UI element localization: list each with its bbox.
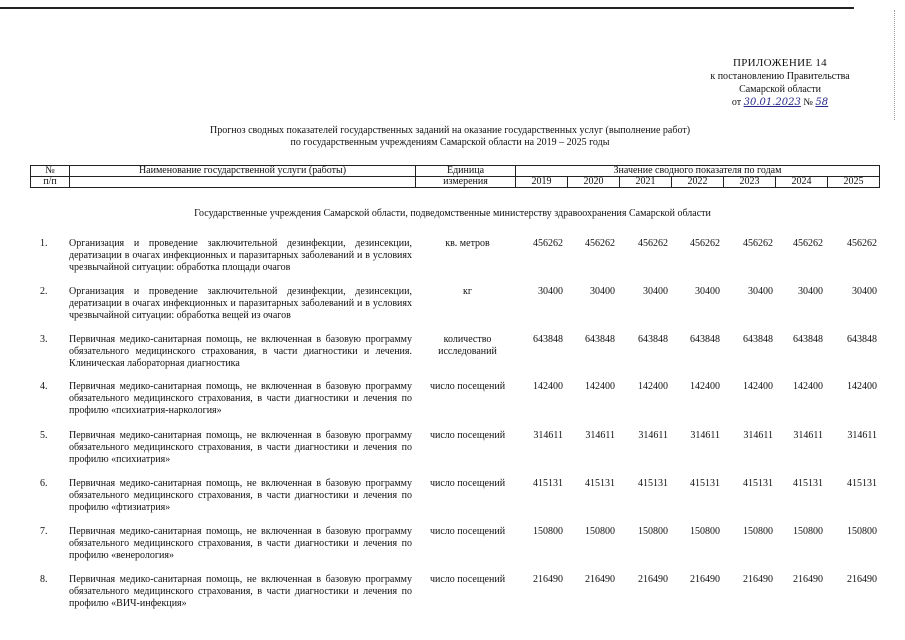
value-2025: 643848 [847,334,877,345]
value-2022: 142400 [690,381,720,392]
value-2022: 150800 [690,526,720,537]
header-unit2: измерения [416,177,516,188]
value-2024: 30400 [798,286,823,297]
scan-artifact [886,10,895,120]
value-2022: 456262 [690,238,720,249]
value-2019: 216490 [533,574,563,585]
appendix-date: 30.01.2023 [743,97,801,108]
value-2025: 142400 [847,381,877,392]
unit: число посещений [429,478,506,489]
table-row [0,334,905,384]
value-2020: 415131 [585,478,615,489]
value-2020: 456262 [585,238,615,249]
header-name: Наименование государственной услуги (работы) [70,166,416,177]
value-2019: 314611 [533,430,563,441]
value-2025: 456262 [847,238,877,249]
section-title: Государственные учреждения Самарской области, подведомственные министерству здравоохранения Самарской области [194,208,711,219]
appendix-line1: к постановлению Правительства [710,71,850,82]
table-row [0,430,905,480]
value-2019: 643848 [533,334,563,345]
value-2021: 643848 [638,334,668,345]
header-year: 2024 [776,177,828,188]
value-2020: 216490 [585,574,615,585]
row-number: 3. [40,334,48,345]
value-2020: 314611 [585,430,615,441]
value-2023: 643848 [743,334,773,345]
value-2025: 314611 [847,430,877,441]
value-2021: 150800 [638,526,668,537]
appendix-title: ПРИЛОЖЕНИЕ 14 [733,57,827,69]
table-row [0,526,905,576]
value-2023: 314611 [743,430,773,441]
table-row [0,381,905,431]
service-name: Первичная медико-санитарная помощь, не включенная в базовую программу обязательного медицинского страхования, в части диагностики и лечения. Клиническая лабораторная диагностика [69,334,412,369]
value-2023: 415131 [743,478,773,489]
value-2020: 30400 [590,286,615,297]
value-2025: 150800 [847,526,877,537]
unit: кв. метров [445,238,490,249]
value-2022: 216490 [690,574,720,585]
unit: число посещений [429,430,506,441]
value-2024: 643848 [793,334,823,345]
top-border-line [0,7,854,9]
value-2025: 30400 [852,286,877,297]
value-2025: 216490 [847,574,877,585]
value-2021: 314611 [638,430,668,441]
value-2019: 456262 [533,238,563,249]
value-2022: 643848 [690,334,720,345]
header-year: 2020 [568,177,620,188]
value-2024: 150800 [793,526,823,537]
table-row [0,286,905,336]
header-num2: п/п [31,177,70,188]
document-title-line2: по государственным учреждениям Самарской области на 2019 – 2025 годы [290,137,610,148]
value-2024: 456262 [793,238,823,249]
value-2019: 150800 [533,526,563,537]
unit: кг [463,286,472,297]
unit: число посещений [429,526,506,537]
header-values-group: Значение сводного показателя по годам [516,166,880,177]
document-title [150,125,750,149]
header-year: 2025 [828,177,880,188]
header-year: 2022 [672,177,724,188]
unit: число посещений [429,381,506,392]
table-row [0,238,905,288]
service-name: Организация и проведение заключительной дезинфекции, дезинсекции, дератизации в очагах инфекционных и паразитарных заболеваний и в условиях чрезвычайной ситуации: обработка площади очагов [69,238,412,273]
value-2021: 456262 [638,238,668,249]
value-2024: 314611 [793,430,823,441]
header-unit: Единица [416,166,516,177]
appendix-block [700,57,860,109]
service-name: Первичная медико-санитарная помощь, не включенная в базовую программу обязательного медицинского страхования, в части диагностики и лечения по профилю «фтизиатрия» [69,478,412,513]
row-number: 5. [40,430,48,441]
row-number: 6. [40,478,48,489]
header-year: 2019 [516,177,568,188]
appendix-number: 58 [815,97,829,108]
unit: число посещений [429,574,506,585]
appendix-date-line [700,96,860,109]
value-2023: 456262 [743,238,773,249]
value-2023: 30400 [748,286,773,297]
value-2023: 216490 [743,574,773,585]
table-row [0,478,905,528]
value-2022: 415131 [690,478,720,489]
table-row [0,574,905,624]
value-2021: 142400 [638,381,668,392]
header-num: № [31,166,70,177]
service-name: Первичная медико-санитарная помощь, не включенная в базовую программу обязательного медицинского страхования, в части диагностики и лечения по профилю «венерология» [69,526,412,561]
value-2024: 142400 [793,381,823,392]
value-2019: 415131 [533,478,563,489]
value-2021: 415131 [638,478,668,489]
value-2023: 150800 [743,526,773,537]
service-name: Первичная медико-санитарная помощь, не включенная в базовую программу обязательного медицинского страхования, в части диагностики и лечения по профилю «психиатрия-наркология» [69,381,412,416]
value-2024: 415131 [793,478,823,489]
service-name: Организация и проведение заключительной дезинфекции, дезинсекции, дератизации в очагах инфекционных и паразитарных заболеваний и в условиях чрезвычайной ситуации: обработка вещей из очагов [69,286,412,321]
row-number: 2. [40,286,48,297]
appendix-line2: Самарской области [739,84,821,95]
unit: количество исследований [438,334,497,357]
number-prefix: № [803,97,813,108]
header-year: 2023 [724,177,776,188]
header-name-empty [70,177,416,188]
row-number: 4. [40,381,48,392]
date-prefix: от [731,97,742,108]
value-2022: 30400 [695,286,720,297]
row-number: 8. [40,574,48,585]
header-year: 2021 [620,177,672,188]
value-2021: 30400 [643,286,668,297]
value-2021: 216490 [638,574,668,585]
value-2025: 415131 [847,478,877,489]
value-2024: 216490 [793,574,823,585]
value-2020: 150800 [585,526,615,537]
value-2019: 30400 [538,286,563,297]
table-header [30,165,880,188]
value-2020: 643848 [585,334,615,345]
service-name: Первичная медико-санитарная помощь, не включенная в базовую программу обязательного медицинского страхования, в части диагностики и лечения по профилю «психиатрия» [69,430,412,465]
document-title-line1: Прогноз сводных показателей государственных заданий на оказание государственных услуг (выполнение работ) [209,125,691,136]
row-number: 1. [40,238,48,249]
value-2023: 142400 [743,381,773,392]
value-2019: 142400 [533,381,563,392]
value-2020: 142400 [585,381,615,392]
row-number: 7. [40,526,48,537]
value-2022: 314611 [690,430,720,441]
service-name: Первичная медико-санитарная помощь, не включенная в базовую программу обязательного медицинского страхования, в части диагностики и лечения по профилю «ВИЧ-инфекция» [69,574,412,609]
